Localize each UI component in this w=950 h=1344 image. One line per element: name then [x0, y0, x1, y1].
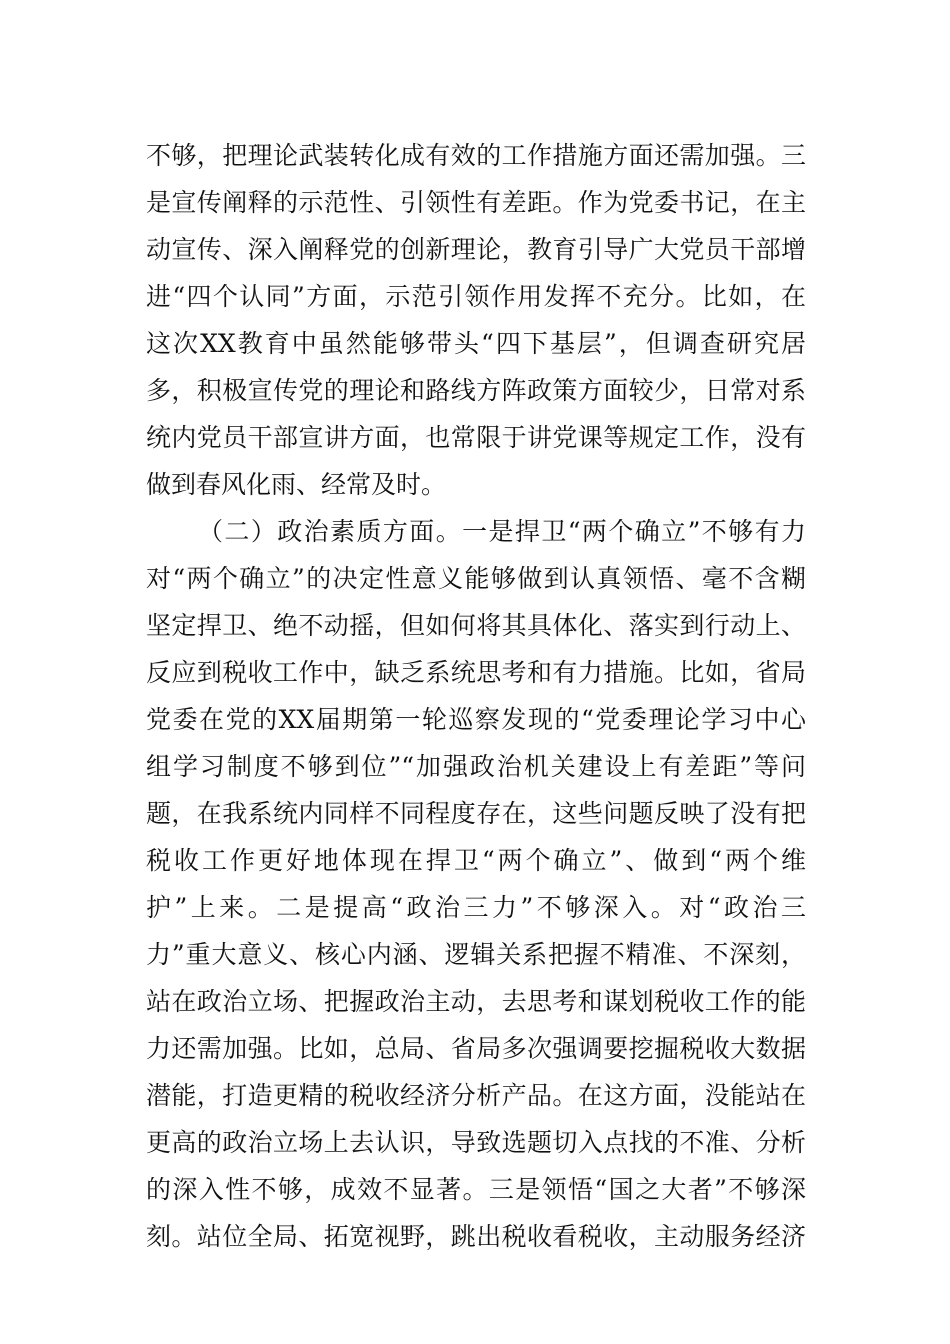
paragraph-2: [146, 508, 806, 1260]
text-line: 的深入性不够，成效不显著。三是领悟“国之大者”不够深: [146, 1175, 806, 1204]
text-line: 题，在我系统内同样不同程度存在，这些问题反映了没有把: [146, 799, 806, 828]
text-line: 反应到税收工作中，缺乏系统思考和有力措施。比如，省局: [146, 658, 806, 687]
text-line: 统内党员干部宣讲方面，也常限于讲党课等规定工作，没有: [146, 423, 806, 452]
document-body: [146, 132, 806, 1260]
text-line: 进“四个认同”方面，示范引领作用发挥不充分。比如，在: [146, 282, 806, 311]
paragraph-1: [146, 132, 806, 508]
text-line: 护”上来。二是提高“政治三力”不够深入。对“政治三: [146, 893, 806, 922]
text-line: 动宣传、深入阐释党的创新理论，教育引导广大党员干部增: [146, 235, 806, 264]
text-line: 税收工作更好地体现在捍卫“两个确立”、做到“两个维: [146, 846, 806, 875]
text-line: 力还需加强。比如，总局、省局多次强调要挖掘税收大数据: [146, 1034, 806, 1063]
text-line: 对“两个确立”的决定性意义能够做到认真领悟、毫不含糊: [146, 564, 806, 593]
text-line: 站在政治立场、把握政治主动，去思考和谋划税收工作的能: [146, 987, 806, 1016]
text-line: 力”重大意义、核心内涵、逻辑关系把握不精准、不深刻，: [146, 940, 806, 969]
text-line: 更高的政治立场上去认识，导致选题切入点找的不准、分析: [146, 1128, 806, 1157]
text-line: 做到春风化雨、经常及时。: [146, 470, 447, 499]
text-line: 党委在党的XX届期第一轮巡察发现的“党委理论学习中心: [146, 705, 806, 734]
text-line: 刻。站位全局、拓宽视野，跳出税收看税收，主动服务经济: [146, 1222, 806, 1251]
text-line: 组学习制度不够到位”“加强政治机关建设上有差距”等问: [146, 752, 806, 781]
text-line: 潜能，打造更精的税收经济分析产品。在这方面，没能站在: [146, 1081, 806, 1110]
text-line: 不够，把理论武装转化成有效的工作措施方面还需加强。三: [146, 141, 806, 170]
text-line: 多，积极宣传党的理论和路线方阵政策方面较少，日常对系: [146, 376, 806, 405]
text-line: （二）政治素质方面。一是捍卫“两个确立”不够有力: [198, 517, 806, 546]
text-line: 这次XX教育中虽然能够带头“四下基层”，但调查研究居: [146, 329, 806, 358]
text-line: 坚定捍卫、绝不动摇，但如何将其具体化、落实到行动上、: [146, 611, 806, 640]
text-line: 是宣传阐释的示范性、引领性有差距。作为党委书记，在主: [146, 188, 806, 217]
